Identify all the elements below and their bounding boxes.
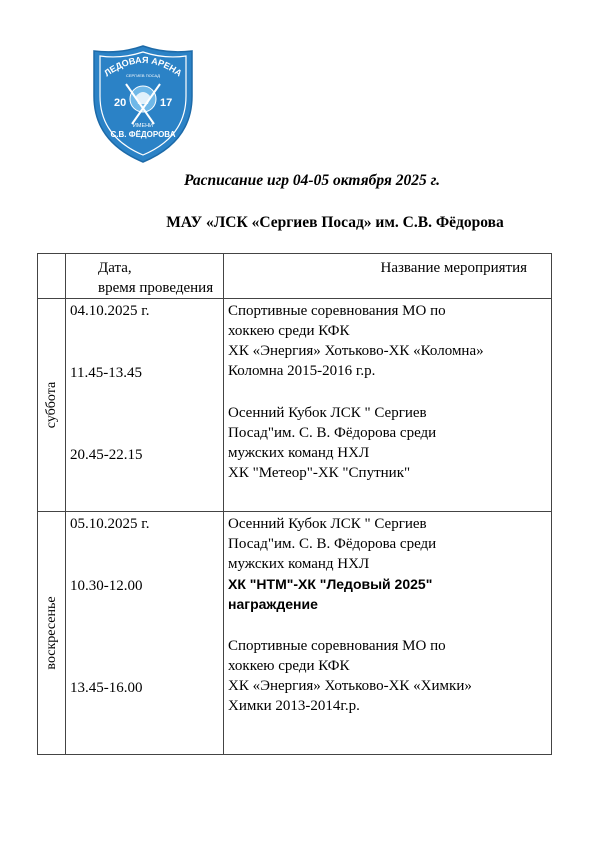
event-line: Спортивные соревнования МО по [228,637,446,654]
event-line: Спортивные соревнования МО по [228,303,446,320]
logo-name-label: ИМЕНИ [132,123,154,129]
time-text: 11.45-13.45 [70,365,142,382]
event-line: хоккею среди КФК [228,323,350,340]
header-empty-cell [38,254,66,299]
date-text: 05.10.2025 г. [70,515,150,532]
event-line: ХК «Энергия» Хотьково-ХК «Коломна» [228,343,484,360]
day-cell-sunday [38,511,66,755]
event-line: Химки 2013-2014г.р. [228,697,360,714]
event-line: Осенний Кубок ЛСК " Сергиев [228,515,427,532]
schedule-table [37,253,552,755]
time-text: 20.45-22.15 [70,447,143,464]
event-line-bold: ХК "НТМ"-ХК "Ледовый 2025" [228,575,433,592]
schedule-title: Расписание игр 04-05 октября 2025 г. [184,172,440,189]
event-line: Осенний Кубок ЛСК " Сергиев [228,405,427,422]
header-name-cell: Название мероприятия [224,254,552,299]
event-line: Коломна 2015-2016 г.р. [228,363,376,380]
table-header-row [38,254,552,299]
event-line: мужских команд НХЛ [228,445,370,462]
header-date-cell [66,254,224,299]
logo-year-left: 20 [114,97,127,109]
event-cell [224,299,552,511]
event-line: Посад"им. С. В. Фёдорова среди [228,535,437,552]
event-line: ХК "Метеор"-ХК "Спутник" [228,465,411,482]
time-cell [66,299,224,511]
date-text: 04.10.2025 г. [70,303,150,320]
arena-logo [92,44,194,164]
logo-year-right: 17 [160,97,173,109]
logo-arc-text: ЛЕДОВАЯ АРЕНА [102,54,184,79]
event-line: мужских команд НХЛ [228,555,370,572]
time-text: 13.45-16.00 [70,679,143,696]
table-row [38,511,552,755]
logo-name: С.В. ФЁДОРОВА [110,130,176,139]
event-line: хоккею среди КФК [228,657,350,674]
event-line: ХК «Энергия» Хотьково-ХК «Химки» [228,677,472,694]
table-row [38,299,552,511]
logo-city: СЕРГИЕВ ПОСАД [125,73,161,78]
event-line: Посад"им. С. В. Фёдорова среди [228,425,437,442]
organization-name: МАУ «ЛСК «Сергиев Посад» им. С.В. Фёдорова [166,214,504,231]
event-line-bold: награждение [228,595,318,612]
event-cell [224,511,552,755]
time-text: 10.30-12.00 [70,577,143,594]
header-date-line1: Дата, [98,260,132,276]
time-cell [66,511,224,755]
header-date-line2: время проведения [98,280,214,296]
day-cell-saturday [38,299,66,511]
day-label: суббота [43,381,59,428]
day-label: воскресенье [43,596,59,670]
